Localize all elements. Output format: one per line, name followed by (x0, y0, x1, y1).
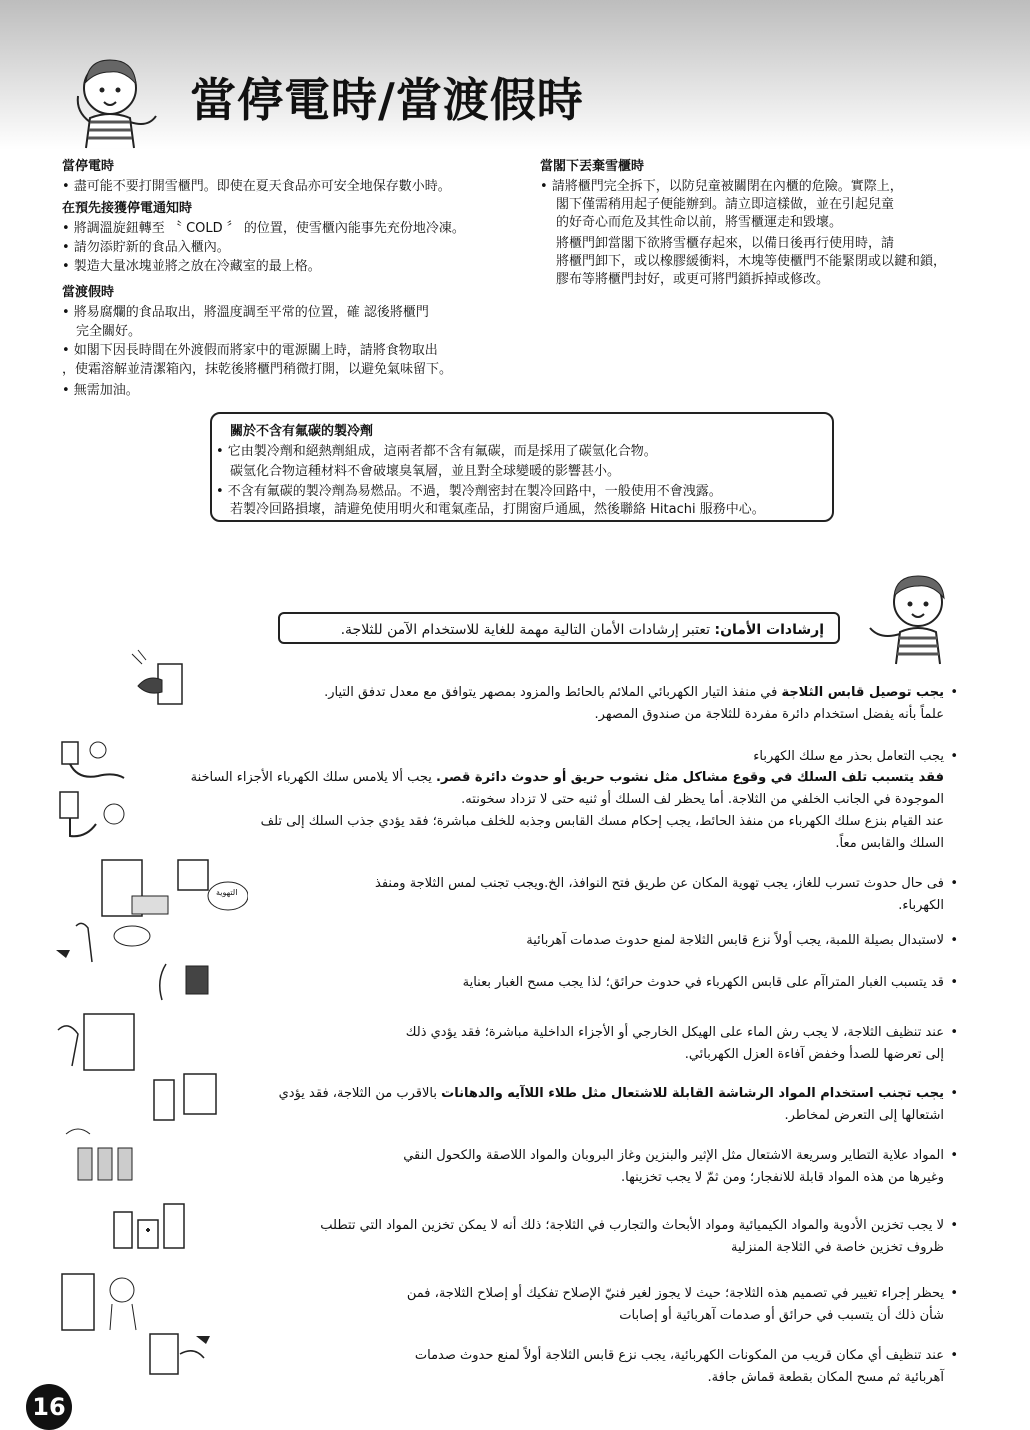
flammable-bottles-illustration (58, 1124, 142, 1186)
box-line: 碳氫化合物這種材料不會破壞臭氧層，並且對全球變暖的影響甚小。 (230, 464, 621, 479)
safety-banner (278, 612, 840, 644)
cord-pull-illustration (56, 788, 132, 842)
text-line: • 將調溫旋鈕轉至 〝 COLD 〞 的位置，使雪櫃內能事先充份地冷凍。 (62, 221, 465, 236)
safety-label: إرشادات الأمان: (714, 622, 824, 638)
text-line: • 請將櫃門完全拆下，以防兒童被關閉在內櫃的危險。實際上， (540, 179, 903, 194)
woman-illustration (866, 568, 962, 666)
medicine-bottles-illustration (108, 1200, 188, 1254)
text-line: 的好奇心而危及其性命以前，將雪櫃運走和毀壞。 (556, 215, 843, 230)
box-line: 若製冷回路損壞，請避免使用明火和電氣產品，打開窗戶通風，然後聯絡 Hitachi 服務中心。 (230, 502, 765, 517)
section-heading-power-outage: 當停電時 (62, 159, 115, 174)
text-line: • 將易腐爛的食品取出，將溫度調至平常的位置，確 認後將櫃門 (62, 305, 429, 320)
text-line: 膠布等將櫃門封好，或更可將門鎖拆掉或修改。 (556, 272, 830, 287)
text-line: • 無需加油。 (62, 383, 139, 398)
text-line: 閣下僅需稍用起子便能辦到。請立即這樣做，並在引起兒童 (556, 197, 895, 212)
disassembly-illustration (58, 1270, 148, 1334)
text-line: الكهرباء. (898, 898, 944, 913)
section-heading-disposal: 當閣下丟棄雪櫃時 (540, 159, 645, 174)
washing-fridge-illustration (54, 1010, 140, 1074)
vent-bubble-label: التهوية (216, 888, 238, 897)
text-line: • 請勿添貯新的食品入櫃內。 (62, 240, 230, 255)
safety-item: • لا يجب تخزين الأدوية والمواد الكيميائية ومواد الأبحاث والتجارب في الثلاجة؛ ذلك أنه لا يمكن تخزين المواد التي تتطلب (320, 1215, 944, 1237)
text-line: آهربائية ثم مسح المكان بقطعة قماش جافة. (707, 1370, 944, 1385)
spray-can-illustration (150, 1070, 220, 1128)
safety-item: • لاستبدال بصيلة اللمبة، يجب أولاً نزع قابس الثلاجة لمنع حدوث صدمات آهربائية (526, 930, 944, 952)
text-line: ظروف تخزين خاصة في الثلاجة المنزلية (731, 1240, 944, 1255)
safety-item: • المواد علاية التطاير وسريعة الاشتعال مثل الإثير والبنزين وغاز البروبان والمواد اللاصقة والكحول النقي (403, 1145, 944, 1167)
safety-item: • عند تنظيف الثلاجة، لا يجب رش الماء على الهيكل الخارجي أو الأجزاء الداخلية مباشرة؛ فقد يؤدي ذلك (406, 1022, 944, 1044)
page-number: 16 (26, 1384, 72, 1430)
box-line: • 它由製冷劑和絕熱劑組成，這兩者都不含有氟碳，而是採用了碳氫化合物。 (216, 444, 657, 459)
text-line: عند القيام بنزع سلك الكهرباء من منفذ الحائط، يجب إحكام مسك القابس وجذبه للخلف مباشرة؛ فقد يؤدي جذب السلك إلى تلف (260, 814, 944, 829)
text-line: وغيرها من هذه المواد قابلة للانفجار؛ ومن ثمّ لا يجب تخزينها. (620, 1170, 944, 1185)
page-title: 當停電時/當渡假時 (190, 73, 584, 127)
box-line: • 不含有氟碳的製冷劑為易燃品。不過，製冷劑密封在製冷回路中，一般使用不會洩露。 (216, 484, 722, 499)
text-line: السلك والقابس معاً. (835, 836, 944, 851)
safety-item: • قد يتسبب الغبار المتراآم على قابس الكهرباء في حدوث حرائق؛ لذا يجب مسح الغبار بعناية (463, 972, 944, 994)
refrigerant-info-box (210, 412, 834, 522)
safety-item: • فى حال حدوث تسرب للغاز، يجب تهوية المكان عن طريق فتح النوافذ، الخ.ويجب تجنب لمس الثلاجة ومنفذ (375, 873, 944, 895)
text-line: اشتعالها إلى التعرض لمخاطر. (784, 1108, 944, 1123)
plug-socket-illustration (128, 646, 188, 708)
text-line: 將櫃門卸下，或以橡膠緩衝料，木塊等使櫃門不能緊閉或以鍵和鎖， (556, 254, 947, 269)
text-line: • 製造大量冰塊並將之放在冷藏室的最上格。 (62, 259, 321, 274)
safety-item: • يحظر إجراء تغيير في تصميم هذه الثلاجة؛ حيث لا يجوز لغير فنيّ الإصلاح تفكيك أو إصلاح الثلاجة، فمن (407, 1283, 944, 1305)
unplug-clean-illustration (146, 1330, 216, 1384)
safety-item: • يجب توصيل قابس الثلاجة في منفذ التيار الكهربائي الملائم بالحائط والمزود بمصهر يتوافق مع معدل تدفق التيار. (324, 682, 944, 704)
woman-illustration (66, 52, 162, 150)
dusty-plug-illustration (146, 960, 216, 1004)
damaged-cord-illustration (58, 736, 128, 784)
text-line: ，使霜溶解並清潔箱內，抹乾後將櫃門稍微打開，以避免氣味留下。 (62, 362, 453, 377)
text-line: إلى تعرضها للصدأ وخفض آفاءة العزل الكهربائي. (684, 1047, 944, 1062)
text-line: علماً بأنه يفضل استخدام دائرة مفردة للثلاجة من صندوق المصهر. (594, 707, 944, 722)
safety-item: • عند تنظيف أي مكان قريب من المكونات الكهربائية، يجب نزع قابس الثلاجة أولاً لمنع حدوث صدمات (415, 1345, 944, 1367)
text-line: 將櫃門卸當閣下欲將雪櫃存起來，以備日後再行使用時，請 (556, 236, 895, 251)
text-line: شأن ذلك أن يتسبب في حرائق أو صدمات آهربائية أو إصابات (619, 1308, 944, 1323)
safety-item: • يجب التعامل بحذر مع سلك الكهرباء (753, 746, 944, 768)
section-heading-vacation: 當渡假時 (62, 285, 115, 300)
safety-item: • يجب تجنب استخدام المواد الرشاشة القابلة للاشتعال مثل طلاء اللاآيه والدهانات بالاقرب من الثلاجة، فقد يؤدي (279, 1083, 944, 1105)
section-heading-advance-notice: 在預先接獲停電通知時 (62, 201, 193, 216)
text-line: 完全關好。 (76, 324, 142, 339)
safety-text: تعتبر إرشادات الأمان التالية مهمة للغاية للاستخدام الآمن للثلاجة. (340, 622, 715, 638)
text-line: فقد يتسبب تلف السلك في وقوع مشاكل مثل نشوب حريق أو حدوث دائرة قصر. يجب ألا يلامس سلك الكهرباء الأجزاء الساخنة (190, 770, 944, 785)
text-line: الموجودة في الجانب الخلفي من الثلاجة. أما يحظر لف السلك أو ثنيه حتى لا تزداد سخونته. (461, 792, 944, 807)
text-line: • 盡可能不要打開雪櫃門。即使在夏天食品亦可安全地保存數小時。 (62, 179, 451, 194)
box-heading: 關於不含有氟碳的製冷劑 (230, 424, 374, 439)
text-line: • 如閣下因長時間在外渡假而將家中的電源關上時，請將食物取出 (62, 343, 438, 358)
